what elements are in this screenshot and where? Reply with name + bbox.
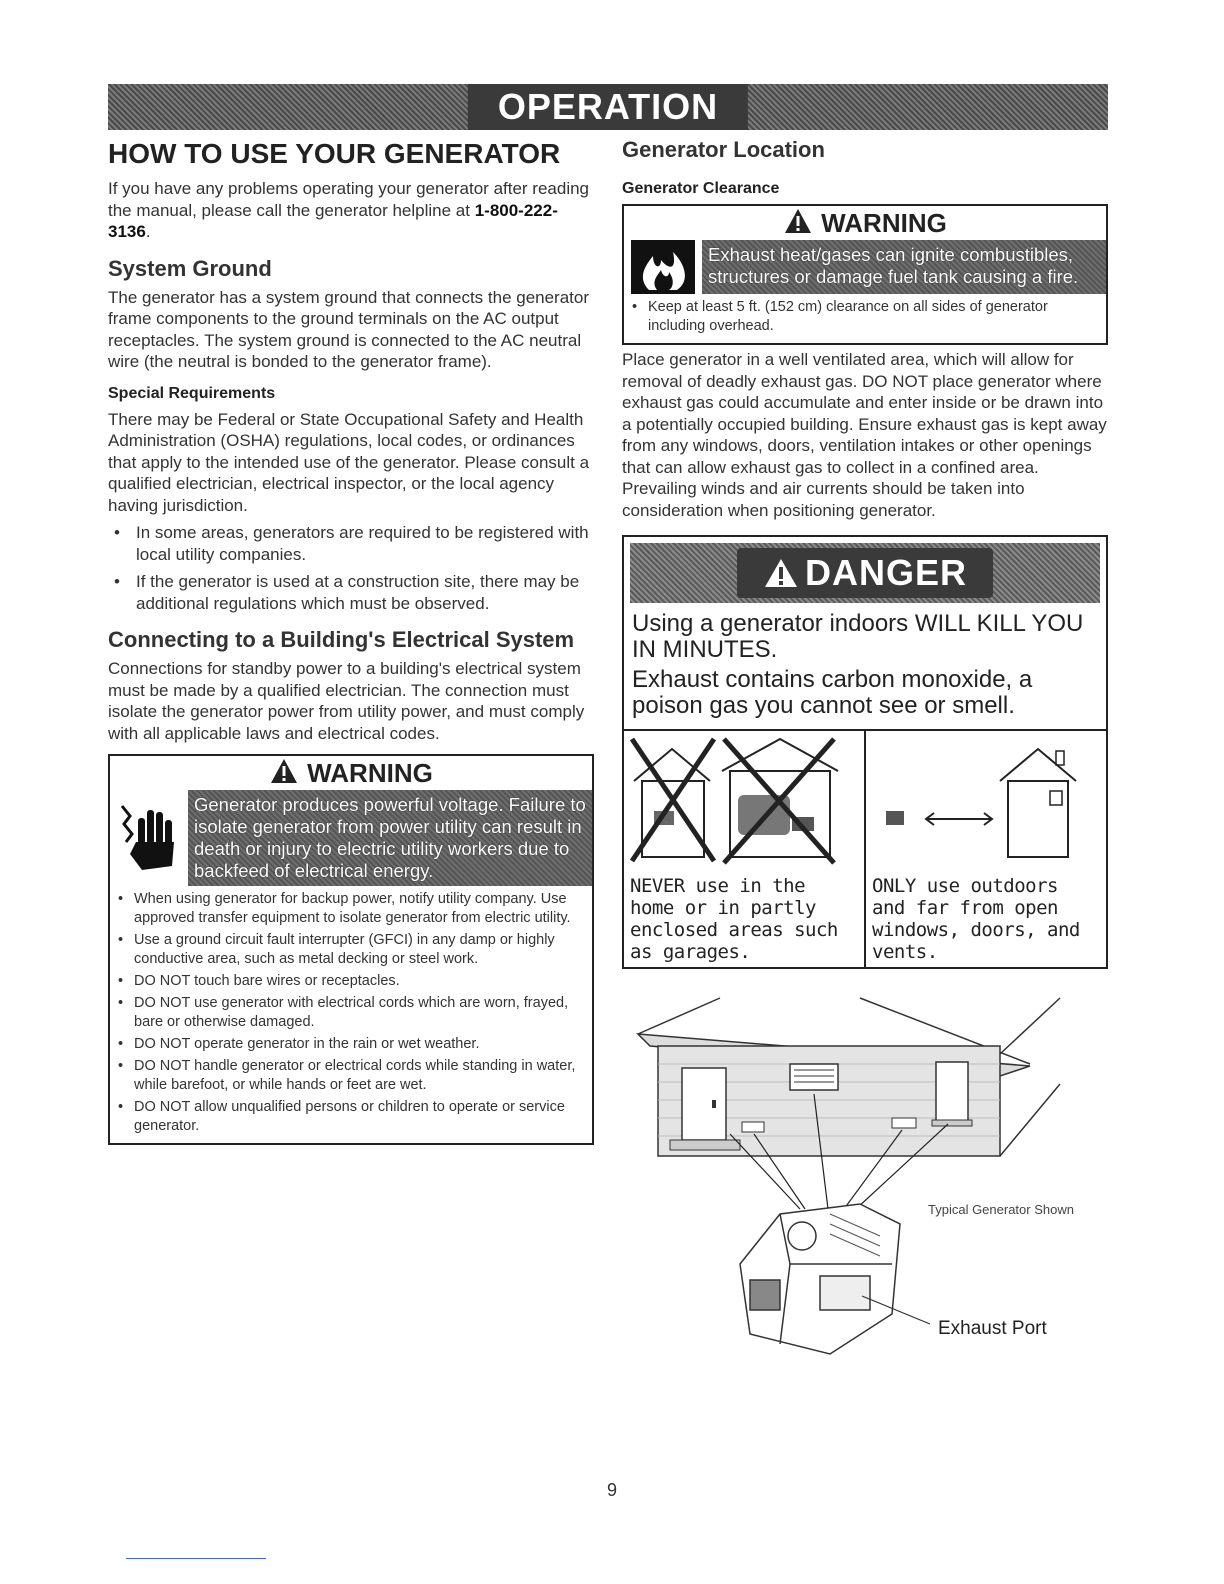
warning-title (110, 756, 592, 790)
warning-title (624, 206, 1106, 240)
warning-banner (110, 790, 592, 886)
warning-list (110, 886, 592, 1143)
list-item: • In some areas, generators are required to be registered with local utility companies. (108, 522, 594, 565)
shock-hand-icon (110, 790, 188, 886)
warning-title-text: WARNING (307, 758, 433, 788)
operation-banner (108, 84, 1108, 130)
main-heading: HOW TO USE YOUR GENERATOR (108, 138, 561, 169)
fire-icon (624, 240, 702, 294)
house-generator-illustration (630, 984, 1100, 1364)
system-ground-heading: System Ground (108, 255, 272, 281)
generator-clearance-heading: Generator Clearance (622, 180, 780, 197)
danger-label (737, 548, 993, 598)
list-item: • DO NOT use generator with electrical cords which are worn, frayed, bare or otherwise damaged. (110, 994, 586, 1032)
warning-list (624, 294, 1106, 343)
figure-caption: Typical Generator Shown (928, 1202, 1074, 1217)
warning-banner (624, 240, 1106, 294)
list-item: • DO NOT allow unqualified persons or children to operate or service generator. (110, 1098, 586, 1136)
list-item: • DO NOT handle generator or electrical cords while standing in water, while barefoot, or while hands or feet are wet. (110, 1057, 586, 1095)
intro-end: . (145, 222, 151, 241)
exhaust-port-label: Exhaust Port (938, 1318, 1047, 1339)
location-text: Place generator in a well ventilated area, which will allow for removal of deadly exhaust gas. DO NOT place generator where exhaust gas could accumulate and enter inside or be drawn into a potentially occupied building. Ensure exhaust gas is kept away from any windows, doors, ventilation intakes or other openings that can allow exhaust gas to collect in a confined area. Prevailing winds and air currents should be taken into consideration when positioning generator. (622, 350, 1107, 520)
list-item: • DO NOT touch bare wires or receptacles. (110, 972, 586, 991)
warning-triangle-icon (269, 757, 299, 793)
danger-pictograms (624, 729, 1106, 967)
left-column (108, 138, 594, 1145)
connecting-text: Connections for standby power to a building's electrical system must be made by a qualified electrician. The connection must isolate the generator power from utility power, and must comply with all applicable laws and electrical codes. (108, 659, 585, 743)
fire-warning-box (622, 204, 1108, 345)
special-requirements-text: There may be Federal or State Occupational Safety and Health Administration (OSHA) regulations, local codes, or ordinances that apply to the intended use of the generator. Please consult a qualified electrician, electrical inspector, or the local agency having jurisdiction. (108, 409, 590, 515)
helpline-number: 1-800-222-3136 (108, 200, 558, 241)
danger-title: DANGER (804, 552, 967, 593)
never-cell (624, 731, 864, 967)
only-cell (864, 731, 1106, 967)
list-item: • If the generator is used at a construction site, there may be additional regulations which must be observed. (108, 571, 594, 614)
danger-box (622, 535, 1108, 969)
right-column (622, 138, 1108, 969)
list-item: • When using generator for backup power, notify utility company. Use approved transfer equipment to isolate generator from electric utility. (110, 890, 586, 928)
danger-line-1: Using a generator indoors WILL KILL YOU IN MINUTES. (632, 610, 1084, 663)
only-caption: ONLY use outdoors and far from open windows, doors, and vents. (872, 875, 1080, 963)
never-caption: NEVER use in the home or in partly enclosed areas such as garages. (630, 875, 838, 963)
page-number: 9 (606, 1480, 617, 1500)
list-item: • DO NOT operate generator in the rain or wet weather. (110, 1035, 586, 1054)
danger-line-2: Exhaust contains carbon monoxide, a poison gas you cannot see or smell. (632, 666, 1033, 719)
connecting-heading: Connecting to a Building's Electrical System (108, 627, 575, 652)
danger-header (630, 543, 1100, 603)
footer-rule (126, 1558, 266, 1559)
intro-text: If you have any problems operating your generator after reading the manual, please call the generator helpline at (108, 179, 590, 220)
operation-title: OPERATION (468, 84, 748, 130)
special-requirements-heading: Special Requirements (108, 384, 276, 402)
danger-triangle-icon (763, 557, 799, 589)
special-requirements-list (108, 522, 594, 614)
list-item: • Keep at least 5 ft. (152 cm) clearance on all sides of generator including overhead. (624, 298, 1100, 336)
system-ground-text: The generator has a system ground that connects the generator frame components to the ground terminals on the AC output receptacles. The system ground is connected to the AC neutral wire (the neutral is bonded to the generator frame). (108, 287, 590, 371)
warning-banner-text: Generator produces powerful voltage. Failure to isolate generator from power utility can result in death or injury to electric utility workers due to backfeed of electrical energy. (194, 794, 586, 881)
never-indoors-pictogram (624, 731, 864, 871)
list-item: • Use a ground circuit fault interrupter (GFCI) in any damp or highly conductive area, such as metal decking or steel work. (110, 931, 586, 969)
intro-paragraph (108, 178, 594, 243)
outdoors-pictogram (866, 731, 1106, 871)
warning-triangle-icon (783, 207, 813, 243)
voltage-warning-box (108, 754, 594, 1145)
warning-title-text: WARNING (821, 208, 947, 238)
warning-banner-text: Exhaust heat/gases can ignite combustibles, structures or damage fuel tank causing a fire. (708, 244, 1079, 287)
generator-location-heading: Generator Location (622, 137, 825, 162)
